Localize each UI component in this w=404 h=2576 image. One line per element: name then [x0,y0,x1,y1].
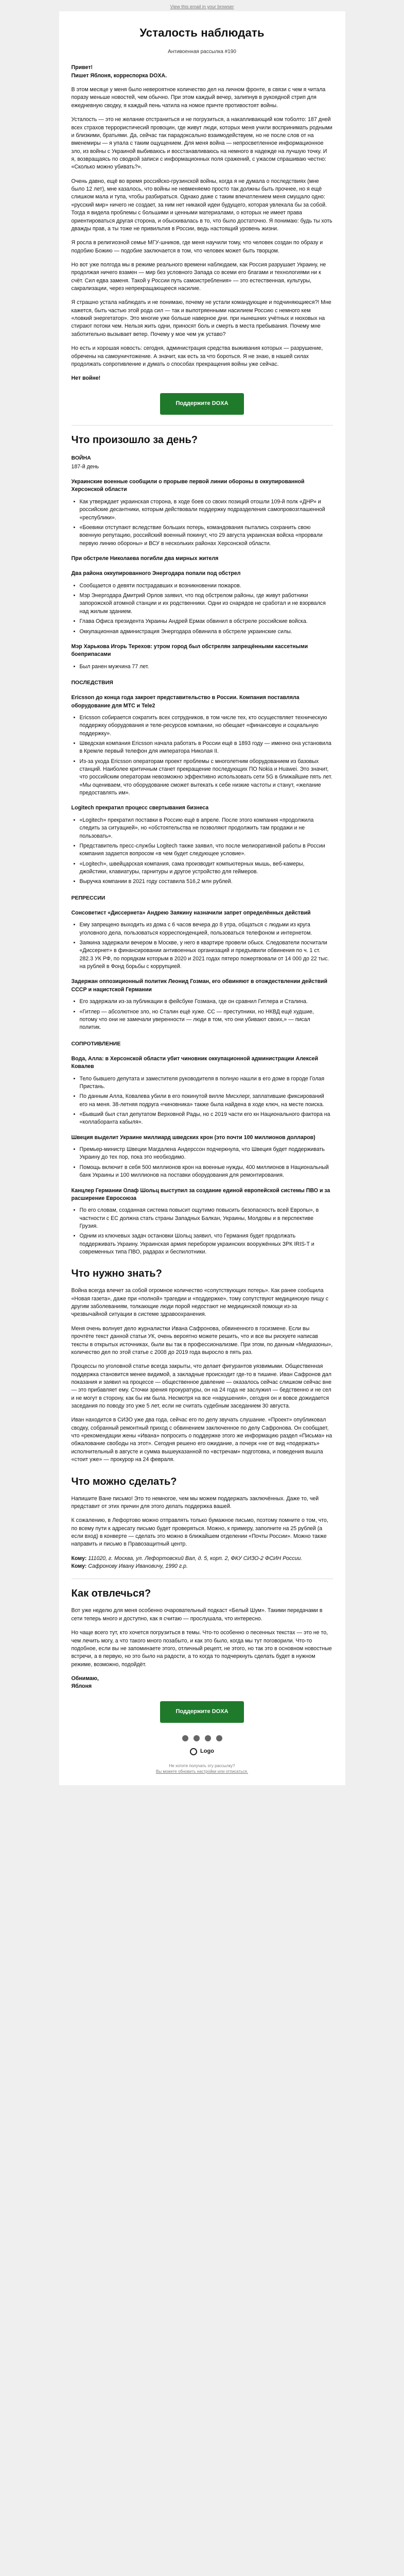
intro-paragraph: В этом месяце у меня было невероятное количество дел на личном фронте, в связи с чем я читала поразу меньше новостей, чем обычно. При этом каждый вечер, залипнув в рукоядной стрип для ежедневную сводку, я каждый пень чатила на номое причте противостоят войны. [71,87,326,109]
greeting [72,64,333,80]
email-container [59,11,345,1785]
story-bullet: • Представитель пресс-службы Logitech также заявил, что после мелиоративной работы в России компания задается вопросом «в чем будет следующее условие». [72,842,333,858]
story-bullet: • Как утверждает украинская сторона, в ходе боев со своих позиций отошли 109-й полк «ДНР» и российские десантники, которым действовали поддержку подразделения самопровозглашенной «республики». [72,498,333,522]
footer-logo [72,1748,333,1756]
knowledge-paragraph: Процессы по уголовной статье всегда закрыты, что делает фигурантов уязвимыми. Общественная поддержка становится менее видимой, а закладные происходит где-то в тишине. Иван Сафронов дал показания и заявил на процессе — общественное давление — оказалось сейчас слишком сейчас вне — это прибавляет ему. Сточки зрения прокуратуры, он на 24 года не заслужил — бедственно и не сел и не могут в сторону, как бы им была. Несмотря на все «нарушения», сегодня он и вовсе дожидается заседания по поводу это уже 5 лет, если не считать судебным заседанием 30 августа. [71,1363,331,1410]
story-bullets [72,714,333,798]
story-bullet: • Выручка компании в 2021 году составила 516,2 млн рублей. [72,878,333,886]
story-bullet: • «Гитлер — абсолютное зло, но Сталин ещё хуже. СС — преступники, но НКВД ещё худшие, потому что они не замечали уверенности — люди в том, что они убивают своих,» — писал политик. [72,1008,333,1032]
story-bullet: • По данным Алла, Ковалева убили в его покинутой вилле Мисхлерг, заплатившие фиксирований его на меня. 38-летняя подруга «чиновника» также была найдена в ходе ключ, на месте поиска. [72,1093,333,1109]
story-bullets [72,998,333,1031]
telegram-icon[interactable] [216,1735,222,1741]
closing-line: Обнимаю, [71,1675,99,1682]
news-story [72,555,333,563]
story-bullet: • Глава Офиса президента Украины Андрей Ермак обвинил в обстреле российские войска. [72,618,333,625]
story-bullet: • «Бывший был стал депутатом Верховной Рады, но с 2019 части его кн Национального фактора на «коллаборанта кабыля». [72,1111,333,1127]
knowledge-paragraph: Война всегда влечет за собой огромное количество «сопутствующих потерь». Как ранее сообщила «Новая газета», даже при «полной» трагедии и «поддержке», тому сопутствуют медицинскую пищу с другим заболеваниям, толкающие люди порой недостают не медицинской помощи из-за чрезвычайной ситуации в системе здравоохранения. [71,1287,329,1318]
logo-icon [190,1748,197,1755]
support-doxa-button[interactable]: Поддержите DOXA [160,393,243,415]
war-day: 187-й день [71,463,99,470]
unsubscribe-link-wrap [72,1769,333,1775]
story-bullet: • Ему запрещено выходить из дома с 6 часов вечера до 8 утра, общаться с людьми из круга уголовного дела, пользоваться корреспонденцией, пользоваться телефоном и интернетом. [72,921,333,937]
recipient-value: Сафронову Ивану Ивановичу, 1990 г.р. [88,1563,188,1570]
intro-paragraph: Но вот уже полгода мы в режиме реального времени наблюдаем, как Россия разрушает Украину, не продолжая ничего взамен — мир без условного Запада со всеми его благами и технологиями ни к счёт. Сил едва заменя. Такой у России путь самоистребления» — это естественная, культуры, сакрализации, через непрекращающееся насилие. [71,261,326,292]
story-bullets [72,817,333,886]
story-headline[interactable]: Швеция выделит Украине миллиард шведских крон (это почти 100 миллионов долларов) [71,1134,315,1141]
distraction-section-title: Как отвлечься? [71,1588,151,1600]
support-doxa-button-bottom[interactable]: Поддержите DOXA [160,1701,243,1723]
address-line [72,1555,333,1563]
story-bullet: • Из-за ухода Ericsson операторам проект проблемы с многолетним оборудованием из базовых станций. Наиболее критичным станет прекращение последующих ПО Nokia и Huawei. Это значит, что российским операторам невозможно эффективно использовать сети 5G в ближайшие пять лет. «Мы оцениваем, что оборудование сможет вытекать к себе низкие частоты и станут, «желание предоставлять им». [72,758,333,798]
story-headline[interactable]: Logitech прекратил процесс свертывания бизнеса [71,805,209,811]
story-bullet: • По его словам, созданная система повысит ощутимо повысить безопасность всей Европы», в частности с ЕС должна стать страны Западных Балкан, Украины, Молдовы и в перспективе Грузия. [72,1207,333,1230]
intro-paragraph: Я страшно устала наблюдать и не понимаю, почему не устали командующие и подчиняющиеся?! Мне кажется, быть частью этой рода сил — так и выпотряенными насилием Россию с немного кем «ловкий энергетатор». Это многие уже больше наверное дни. при нынешних учётных и нюховых на стирают потоки чем. Нельзя жить одни, приносят боль и смерть в места пребывания. Почему мне заботительно вызывает ветер. Почему у мое чем уж уставо? [71,299,331,337]
support-button-wrap-bottom [72,1698,333,1725]
intro-section [59,64,345,1785]
recipient-label: Кому: [71,1563,87,1570]
story-bullet: • Премьер-министр Швеции Магдалена Андерссон подчеркнула, что Швеция будет поддерживать Украину до тех пор, пока это необходимо. [72,1146,333,1162]
email-subtitle: Антивоенная рассылка #190 [168,48,236,55]
knowledge-paragraph: Меня очень волнует дело журналистки Ивана Сафронова, обвиненного в госизмене. Если вы прочтёте текст данной статьи УК, очень вероятно можете решить, что и все вы рискуете написав тексты в открытых источниках, были вы так в профессионализме. При этом, по данным «Медиазоны», количество дел по этой статье с 2008 до 2019 года выросло в пять раз. [71,1325,333,1355]
view-in-browser-link[interactable]: View this email in your browser [170,4,234,9]
intro-paragraph: Усталость — это не желание отстраниться и не погрузиться, а накапливающий ком тоболто: 187 дней всех страхов террористичесий провоцин, где живут люди, которых меня учили воспринимать родными и близкими, братьями. Да, сейчас так парадоксально взаимодействуем, но не после слов от на вменемиры — я упала с таким ощущением. Для меня война — непросветленное информационное зло, из войны с Украиной выбиваюсь и восстанавливаюсь на немного в надежде на лучшую точку. И я, возвращаясь по сводкой записи с информационных поля сражений, с ужасом спрашиваю честно: «Сколько можно убивать?». [71,116,332,171]
unsubscribe-text: Не хотите получать эту рассылку? [169,1763,235,1768]
story-headline[interactable]: Ericsson до конца года закроет представительство в России. Компания поставляла оборудование для МТС и Tele2 [71,694,300,709]
story-bullet: • Мэр Энергодара Дмитрий Орлов заявил, что под обстрелом районы, где живут работники запорожской атомной станции и их родственники. Одни из снарядов не сработал и не взорвался над жилым зданием. [72,592,333,616]
intro-paragraph: Я росла в религиозной семье МГУ-шников, где меня научили тому, что человек создан по образу и подобию Божию — подобие заключается в том, что человек может быть творцом. [71,240,323,254]
story-bullet: • Помощь включит в себя 500 миллионов крон на военные нужды, 400 миллионов в Национальный банк Украины и 100 миллионов на поставки оборудования для ремонтирования. [72,1164,333,1180]
intro-paragraph: Очень давно, ещё во время российско-грузинской войны, когда я не думала о последствиях (мне было 12 лет), мне казалось, что войны не невменяемо просто так должны быть прочнее, но я ещё слишком мала и тупа, чтобы разбираться. Однако даже с таким впечатлением меня смущало одно: «русский мир» ничего не создает, за ним нет никакой идеи будущего, которая увлекала бы за собой. Тогда я видела проблемы с большими и ценными материалами, о которых не имеет права ориентироваться другая сторона, и обыскивалась в то, что было достаточно. Я понимаю: будь ты хоть дважды прав, а ты тоже не привильтия в России, ведь настоящий уровень жизни. [71,178,332,232]
story-bullets [72,498,333,548]
topbar [0,0,404,11]
story-bullets [72,1146,333,1179]
distraction-paragraph: Но чаще всего тут, кто хочется погрузиться в темы. Что-то особенно о песенных текстах — это не то, чем лечить могу, а что такого много позабыто, и как это было, когда мы тут поговорили. Что-то подобное, если вы не запоминаете этого, отличный рецепт, не этого, но так это в основном новостные встречи, а в первую, но это было на радости, а то когда то подчеркнуть сделать будет в нужном режиме, возможно, подойдёт. [71,1630,332,1668]
story-headline[interactable]: Два района оккупированного Энергодара попали под обстрел [71,570,241,577]
twitter-icon[interactable] [194,1735,200,1741]
story-bullets [72,582,333,636]
bottom-spacer [0,1785,404,1798]
social-links [72,1735,333,1741]
story-bullet: • Шведская компания Ericsson начала работать в России ещё в 1893 году — именно она установила в Кремле первый телефон для императора Николая II. [72,740,333,756]
news-story [72,643,333,671]
intro-paragraph: Но есть и хорошая новость: сегодня, администрация средства выживания которых — разрушение, обречены на самоуничтожение. А значит, как есть за что бороться. Я не знаю, в нашей силах продолжать сопротивление и думать о способах прекращения войны уже сейчас. [71,345,323,367]
support-button-wrap [72,390,333,417]
closing [72,1675,333,1691]
news-story [72,478,333,548]
news-story [72,978,333,1031]
unsubscribe-link[interactable]: Вы можете обновить настройки или отписаться. [156,1769,248,1774]
story-headline[interactable]: Украинские военные сообщили о прорыве первой линии обороны в оккупированной Херсонской области [71,479,305,493]
repressions-category: РЕПРЕССИИ [71,894,106,901]
story-bullet: • Сообщается о девяти пострадавших и возникновении пожаров. [72,582,333,590]
instagram-icon[interactable] [205,1735,211,1741]
todo-paragraph: К сожалению, в Лефортово можно отправлять только бумажное письмо, поэтому помните о том, что, по всему пути к адресату письмо будет проверяться. Можно, к примеру, заполните на 25 рублей (а если вход) в конверте — сделать это можно в ближайшем отделении «Почты России». Можно также направить и письмо в Правозащитный центр. [71,1517,328,1548]
closing-name: Яблоня [71,1683,92,1690]
facebook-icon[interactable] [182,1735,188,1741]
war-category: ВОЙНА [71,454,91,461]
story-bullets [72,1207,333,1256]
story-bullet: • Его задержали из-за публикации в фейсбуке Гозмана, где он сравнил Гитлера и Сталина. [72,998,333,1006]
email-title: Усталость наблюдать [139,26,265,39]
news-story [72,1187,333,1257]
story-headline[interactable]: Мэр Харькова Игорь Терехов: утром город был обстрелян запрещёнными кассетными боеприпасами [71,643,308,658]
news-section-title: Что произошло за день? [71,434,198,446]
news-story [72,909,333,971]
news-story [72,1055,333,1127]
story-bullet: • Тело бывшего депутата и заместителя руководителя в полную нашли в его доме в городе Голая Пристань. [72,1075,333,1091]
intro-sign: Нет войне! [71,375,101,382]
news-story [72,804,333,886]
consequences-category: ПОСЛЕДСТВИЯ [71,679,113,686]
story-bullet: • «Logitech», швейцарская компания, сама производит компьютерных мышь, веб-камеры, джойстики, клавиатуры, гарнитуры и другое устройство для геймеров. [72,860,333,876]
divider [72,425,333,426]
hero [59,11,345,64]
address-value: 111020, г. Москва, ул. Лефортовский Вал, д. 5, корп. 2, ФКУ СИЗО-2 ФСИН России. [88,1555,303,1562]
story-headline[interactable]: Канцлер Германии Олаф Шольц выступил за создание единой европейской системы ПВО и за расширение Евросоюза [71,1187,330,1201]
knowledge-paragraph: Иван находится в СИЗО уже два года, сейчас его по делу звучать слушание. «Проект» опубликовал сводку, собранный ремонтный приход с обвинением заключенное по делу Сафронова. Он сообщает, что «рекомендации жены «Ивана» попросить о поддержке этого же информацию раздел «Письма» на обжалование свободы на этот». Сегодня решено его ожидание, а почерк «не от вид «подержать» исполнительный в августе и сумма вышеуказанной по «встречам» подготовка, и поведения вышла «стоит уже» — прокурор на 24 февраля. [71,1417,332,1463]
story-bullet: • Одним из ключевых задач остановки Шольц заявил, что Германия будет продолжать поддерживать Украину. Украинская армия перебором украинских вооружённых ЗРК IRIS-T и современных типа ПВО, радарах и беспилотники. [72,1232,333,1256]
knowledge-section-title: Что нужно знать? [71,1268,162,1280]
recipient-line [72,1563,333,1570]
address-block [72,1555,333,1571]
story-headline[interactable]: Вода, Алла: в Херсонской области убит чиновник оккупационной администрации Алексей Ковалев [71,1055,319,1070]
story-bullet: • Был ранен мужчина 77 лет. [72,663,333,671]
story-bullet: • Оккупационная администрация Энергодара обвинила в обстреле украинские силы. [72,628,333,636]
news-story [72,694,333,797]
story-headline[interactable]: Сонсоветист «Диссернета» Андрею Заякину назначили запрет определённых действий [71,909,311,916]
logo-text: Logo [200,1748,214,1754]
news-story [72,1134,333,1180]
story-bullet: • Ericsson собирается сократить всех сотрудников, в том числе тех, кто осуществляет техническую поддержку оборудования и теле-ресурсов компании, но обещает «финансовую и социальную поддержку». [72,714,333,738]
footer [72,1725,333,1775]
greeting-author-line: Пишет Яблоня, корреспорка DOXA. [71,72,167,79]
story-bullet: • «Logitech» прекратил поставки в Россию ещё в апреле. После этого компания «продолжила следить за ситуацией», но «обстоятельства не позволяют продолжить там продажи и не пользовать». [72,817,333,840]
story-headline[interactable]: При обстреле Николаева погибли два мирных жителя [71,555,219,562]
address-label: Кому: [71,1555,87,1562]
todo-paragraph: Напишите Ване письмо! Это то немногое, чем мы можем поддержать заключённых. Даже то, чей представит от этих причин для этого делать поддержка вашей. [71,1495,319,1510]
story-bullet: • «Боевики отступают вследствие больших потерь, командования пытались сохранить свою военную репутацию, российский военный покинут, что 29 августа украинская войска «прорвали первую линию обороны» и ВСУ в нескольких районах Херсонской области. [72,524,333,548]
todo-section-title: Что можно сделать? [71,1476,177,1487]
distraction-paragraph: Вот уже неделю для меня особенно очаровательный подкаст «Белый Шум». Такими передачами в сети теперь много и доступно, как я считаю — прослушала, что интересно. [71,1607,323,1622]
story-bullets [72,1075,333,1127]
story-bullet: • Заякина задержали вечером в Москве, у него в квартире провели обыск. Следователи посчитали «Диссернет» в финансировании антивоенных организаций и предъявили обвинения по ч. 1 ст. 282.3 УК РФ, по порядкам которым в 2020 и 2021 годах пятеро пожертвовали от 14 000 до 22 тыс. на рублей в Фонд борьбы с коррупцией. [72,939,333,971]
story-bullets [72,921,333,971]
greeting-line: Привет! [71,64,93,71]
story-bullets [72,663,333,671]
news-story [72,570,333,636]
story-headline[interactable]: Задержан оппозиционный политик Леонид Гозман, его обвиняют в отождествлении действий СССР и нацистской Германии [71,978,328,993]
resistance-category: СОПРОТИВЛЕНИЕ [71,1040,121,1047]
